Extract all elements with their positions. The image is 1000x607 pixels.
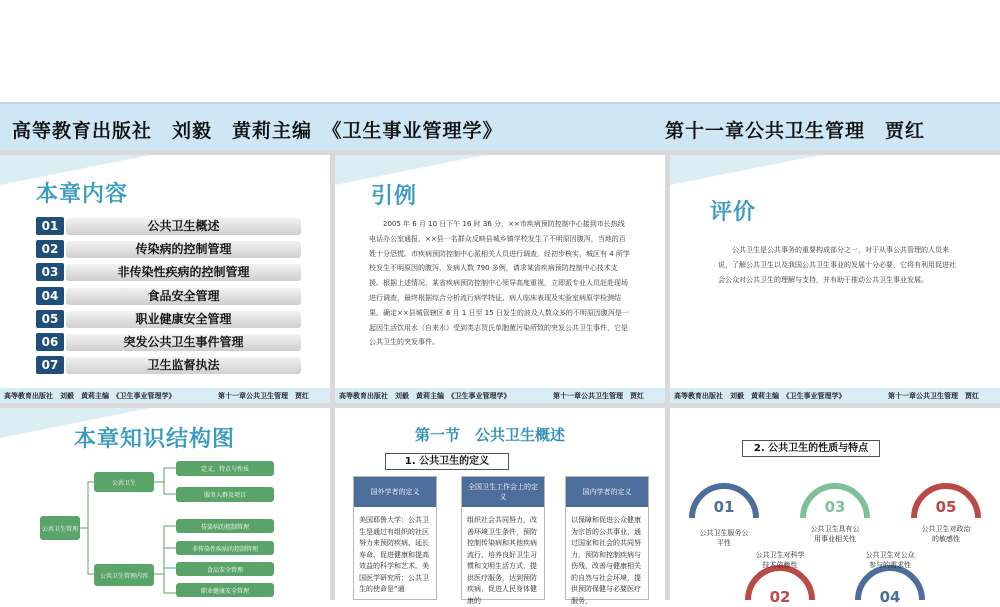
tree-root-node: 公共卫生管理 [40,516,80,540]
item-label: 食品安全管理 [66,288,301,305]
tree-branch-node: 公共卫生 [94,472,154,492]
top-blank-area [0,0,1000,102]
feature-number: 02 [769,588,791,606]
slide-footer [670,388,1000,403]
slide-thumbnail-evaluation[interactable] [670,155,1000,403]
feature-number: 01 [713,498,735,516]
slide-thumbnail-features[interactable] [670,408,1000,606]
contents-item [36,333,301,352]
footer-right-text: 第十一章公共卫生管理 贾红 [888,391,979,400]
evaluation-paragraph: 公共卫生是公共事务的重要构成部分之一，对于从事公共管理的人员来说，了解公共卫生以及我国公共卫生事业的发展十分必要，它将有利用促进社会公众对公共卫生的理解与支持，并有助于推动公共卫生事业发展。 [718,246,956,284]
tree-leaf-node: 食品安全管理 [176,562,274,576]
section-title: 第一节 公共卫生概述 [415,426,566,444]
column-text: 组织社会共同努力，改善环境卫生条件，预防控制传染病和其他疾病流行，培养良好卫生习惯和文明生活方式，提供医疗服务，达到预防疾病，促进人民身体健康的 [467,516,537,605]
contents-item [36,263,301,282]
item-number: 03 [36,263,64,281]
footer-right-text: 第十一章公共卫生管理 贾红 [218,391,309,400]
banner-publisher-text: 高等教育出版社 刘毅 黄莉主编 《卫生事业管理学》 [12,120,503,142]
item-label: 公共卫生概述 [66,218,301,235]
tree-leaf-node: 定义、特点与性质 [176,461,274,476]
slide-thumbnail-structure[interactable] [0,408,330,600]
item-number: 04 [36,287,64,305]
banner-chapter-text: 第十一章公共卫生管理 贾红 [665,120,926,142]
definition-column [565,476,649,605]
item-number: 05 [36,310,64,328]
case-paragraph: 2005 年 6 月 10 日下午 16 时 36 分，××市疾病预防控制中心接到市长热线电话办公室通报，××县一名群众反映县城乡镇学校发生了不明原因腹泻，当地的百姓十分恐慌。市疾病预防控制中心派相关人员进行调查，经初步核实，城区有 4 所学校发生不明原因的腹泻，发病人数 790 多例，请求某省疾病预防控制中心技术支援。根据上述情况，某省疾病预防控制中心领导高度重视，立即派专业人员赶赴现场进行调查，最终根据综合分析流行病学特征、病人临床表现及实验室病原学检测结果。确定××县城管辖区 6 月 1 日至 15 日发生的波及人数众多的不明原因腹泻是一起因生活饮用水（自来水）受到类志贺氏单胞菌污染所致的突发公共卫生事件，它是公共卫生的突发事件。 [369,220,630,347]
feature-label: 公共卫生对科学技术依赖性 [755,551,805,569]
feature-label: 公共卫生对政治的敏感性 [921,525,971,543]
slide-thumbnail-contents[interactable] [0,155,330,403]
contents-item [36,356,301,375]
contents-item [36,287,301,306]
feature-label: 公共卫生对公众参与的需求性 [865,551,915,569]
contents-item [36,240,301,259]
feature-number: 04 [879,588,901,606]
definition-column [461,476,545,605]
slide-title: 引例 [371,184,418,209]
feature-number: 05 [935,498,957,516]
subsection-heading: 2. 公共卫生的性质与特点 [742,440,880,457]
feature-number: 03 [824,498,846,516]
tree-leaf-node: 传染病的控制管理 [176,519,274,533]
item-label: 突发公共卫生事件管理 [66,334,301,351]
column-text: 美国耶鲁大学：公共卫生是通过有组织的社区努力来预防疾病、延长寿命、促进健康和提高效益的科学和艺术。美国医学研究所：公共卫生的使命是“通 [359,516,429,593]
subsection-heading: 1. 公共卫生的定义 [385,453,509,470]
contents-list [36,217,301,379]
footer-right-text: 第十一章公共卫生管理 贾红 [553,391,644,400]
tree-connectors [0,408,330,600]
feature-label: 公共卫生具有公用事业相关性 [810,525,860,543]
column-heading: 国外学者的定义 [354,477,436,507]
tree-leaf-node: 职业健康安全管理 [176,583,274,597]
item-label: 职业健康安全管理 [66,311,301,328]
item-number: 02 [36,240,64,258]
tree-leaf-node: 服务人群及项目 [176,487,274,502]
column-heading: 全国卫生工作会上的定义 [462,477,544,507]
header-banner [0,102,1000,150]
slide-footer [0,388,330,403]
item-number: 01 [36,217,64,235]
feature-label: 公共卫生服务公平性 [699,529,749,547]
slide-thumbnail-case[interactable] [335,155,665,403]
contents-item [36,310,301,329]
item-label: 非传染性疾病的控制管理 [66,264,301,281]
slide-thumbnail-overview[interactable] [335,408,665,605]
slide-title: 本章内容 [36,182,129,207]
contents-item [36,217,301,236]
footer-left-text: 高等教育出版社 刘毅 黄莉主编 《卫生事业管理学》 [674,391,846,400]
column-text: 以保障和促进公众健康为宗旨的公共事业，通过国家和社会的共同努力，预防和控制疾病与伤残，改善与健康相关的自然与社会环境，提供预防保健与必要医疗服务， [571,516,641,605]
footer-left-text: 高等教育出版社 刘毅 黄莉主编 《卫生事业管理学》 [4,391,176,400]
item-number: 07 [36,356,64,374]
column-heading: 国内学者的定义 [566,477,648,507]
slide-title: 评价 [710,200,757,225]
tree-branch-node: 公共卫生管理内容 [94,564,154,586]
item-number: 06 [36,333,64,351]
slide-footer [335,388,665,403]
item-label: 卫生监督执法 [66,357,301,374]
corner-decoration [670,155,820,185]
slide-title: 本章知识结构图 [74,427,236,452]
item-label: 传染病的控制管理 [66,241,301,258]
tree-leaf-node: 非传染性疾病的控制管理 [176,541,274,555]
footer-left-text: 高等教育出版社 刘毅 黄莉主编 《卫生事业管理学》 [339,391,511,400]
definition-column [353,476,437,600]
